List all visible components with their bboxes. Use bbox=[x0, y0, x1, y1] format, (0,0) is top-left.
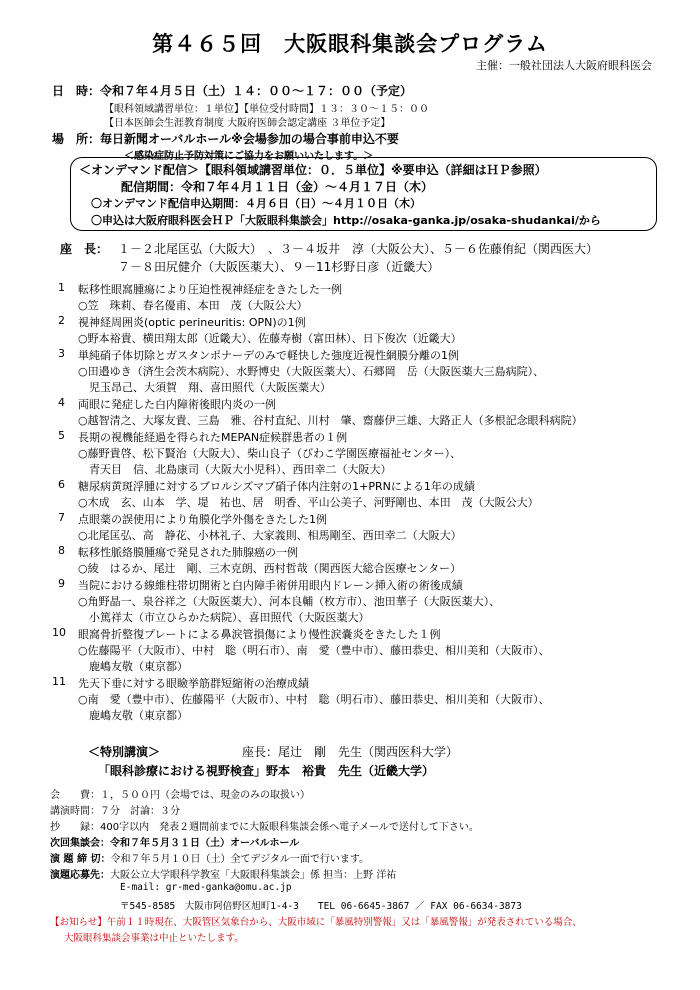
application-label: 演題応募先： bbox=[50, 870, 110, 881]
presentation-authors: 児玉昂己、大須賀 翔、喜田照代（大阪医薬大） bbox=[78, 381, 331, 394]
chairs-line2: ７－８田尻健介（大阪医薬大）、９－11杉野日彦（近畿大） bbox=[118, 260, 440, 274]
presentation-title: 点眼薬の誤使用により角膜化学外傷をきたした1例 bbox=[78, 513, 327, 526]
application-address: 〒545-8585 大阪市阿倍野区旭町1-4-3 TEL 06-6645-3867 ／ FAX 06-6634-3873 bbox=[120, 901, 522, 912]
presentation-title: 長期の視機能経過を得られたMEPAN症候群患者の１例 bbox=[78, 431, 348, 444]
presentation-title: 視神経周囲炎(optic perineuritis: OPN)の1例 bbox=[78, 316, 306, 329]
presentation-number: 10 bbox=[52, 626, 66, 639]
presentation-number: 8 bbox=[58, 544, 65, 557]
presentation-authors: ○南 愛（豊中市）、佐藤陽平（大阪市）、中村 聡（明石市）、藤田恭史、相川美和（大阪市）、 bbox=[78, 693, 550, 706]
presentation-authors: ○藤野貴啓、松下賢治（大阪大）、柴山良子（びわこ学園医療福祉センター）、 bbox=[78, 447, 462, 460]
presentation-title: 転移性眼窩腫瘍により圧迫性視神経症をきたした一例 bbox=[78, 283, 342, 296]
talk-time-value: ７分 討論：３分 bbox=[100, 806, 180, 817]
presentation-authors: 小篤祥太（市立ひらかた病院）、喜田照代（大阪医薬大） bbox=[78, 611, 370, 624]
presentation-authors: ○田邉ゆき（済生会茨木病院）、水野博史（大阪医薬大）、石郷岡 岳（大阪医薬大三島病院）、 bbox=[78, 365, 545, 378]
fee-row bbox=[50, 786, 310, 801]
presentation-authors: ○越智清之、大塚友貴、三島 雅、谷村直紀、川村 肇、齋藤伊三雄、大路正人（多根記念眼科病院） bbox=[78, 414, 583, 427]
next-meeting-label: 次回集談会： bbox=[50, 838, 110, 849]
host-organization: 主催：一般社団法人大阪府眼科医会 bbox=[476, 59, 652, 72]
abstract-row bbox=[50, 818, 479, 833]
page-title: 第４６５回 大阪眼科集談会プログラム bbox=[152, 31, 548, 56]
presentation-title: 両眼に発症した白内障術後眼内炎の一例 bbox=[78, 398, 276, 411]
chairs-line1: １－２北尾匡弘（大阪大） 、３－４坂井 淳（大阪公大）、５－６佐藤侑紀（関西医大） bbox=[118, 242, 599, 256]
weather-notice-label: 【お知らせ】 bbox=[50, 917, 107, 928]
presentation-number: 7 bbox=[58, 511, 65, 524]
presentation-title: 単純硝子体切除とガスタンポナーデのみで軽快した強度近視性網膜分離の1例 bbox=[78, 349, 459, 362]
presentation-number: 3 bbox=[58, 347, 65, 360]
talk-time-row bbox=[50, 802, 180, 817]
abstract-value: 400字以内 発表２週間前までに大阪眼科集談会係へ電子メールで送付して下さい。 bbox=[100, 822, 479, 833]
ondemand-line1: ＜オンデマンド配信＞【眼科領域講習単位：０．５単位】※要申込（詳細はＨＰ参照） bbox=[79, 163, 547, 177]
presentation-authors: ○笠 珠莉、春名優甫、本田 茂（大阪公大） bbox=[78, 299, 308, 312]
datetime-row bbox=[52, 82, 412, 99]
ondemand-apply-period: 〇オンデマンド配信申込期間：４月６日（日）～４月１０日（木） bbox=[91, 197, 421, 210]
next-meeting-row bbox=[50, 834, 299, 849]
presentation-number: 11 bbox=[52, 675, 66, 688]
chairs-label: 座 長： bbox=[60, 242, 109, 256]
infection-notice: ＜感染症防止予防対策にご協力をお願いいたします。＞ bbox=[124, 151, 374, 162]
presentation-authors: ○木成 玄、山本 学、堤 祐也、居 明香、平山公美子、河野剛也、本田 茂（大阪公大） bbox=[78, 496, 539, 509]
presentation-authors: ○野本裕貴、横田翔太郎（近畿大）、佐藤寿樹（富田林）、日下俊次（近畿大） bbox=[78, 332, 462, 345]
weather-notice bbox=[50, 914, 582, 928]
presentation-authors: ○佐藤陽平（大阪市）、中村 聡（明石市）、南 愛（豊中市）、藤田恭史、相川美和（大阪市）、 bbox=[78, 644, 550, 657]
presentation-title: 先天下垂に対する眼瞼挙筋群短縮術の治療成績 bbox=[78, 677, 309, 690]
presentation-number: 9 bbox=[58, 577, 65, 590]
venue-value: 毎日新聞オーバルホール※会場参加の場合事前申込不要 bbox=[100, 132, 399, 146]
presentation-title: 糖尿病黄斑浮腫に対するブロルシズマブ硝子体内注射の1+PRNによる1年の成績 bbox=[78, 480, 475, 493]
next-meeting-value: 令和７年５月３１日（土）オーバルホール bbox=[110, 838, 300, 849]
presentation-number: 1 bbox=[58, 281, 65, 294]
abstract-label: 抄 録： bbox=[50, 822, 100, 833]
weather-notice-line2: 大阪眼科集談会事業は中止といたします。 bbox=[64, 933, 244, 944]
presentation-number: 6 bbox=[58, 478, 65, 491]
application-email[interactable]: E-mail: gr-med-ganka@omu.ac.jp bbox=[120, 882, 292, 893]
association-line: 【日本医師会生涯教育制度 大阪府医師会認定講座 ３単位予定】 bbox=[104, 118, 391, 129]
application-contact: 大阪公立大学眼科学教室「大阪眼科集談会」係 担当：上野 洋祐 bbox=[110, 870, 397, 881]
special-lecture-title: 「眼科診療における視野検査」野本 裕貴 先生（近畿大学） bbox=[98, 764, 435, 778]
presentation-authors: 鹿嶋友敬（東京都） bbox=[78, 660, 188, 673]
presentation-title: 転移性脈絡膜腫瘍で発見された肺腺癌の一例 bbox=[78, 546, 298, 559]
datetime-label: 日 時： bbox=[52, 84, 101, 98]
presentation-title: 眼窩骨折整復プレートによる鼻涙管損傷により慢性涙嚢炎をきたした１例 bbox=[78, 628, 441, 641]
ondemand-period: 配信期間：令和７年４月１１日（金）～４月１７日（木） bbox=[121, 180, 434, 194]
ondemand-box bbox=[70, 157, 657, 231]
special-lecture-chair: 座長：尾辻 剛 先生（関西医科大学） bbox=[242, 745, 459, 759]
special-lecture-label: ＜特別講演＞ bbox=[88, 745, 161, 759]
deadline-label: 演 題 締 切： bbox=[50, 854, 111, 865]
presentation-authors: 鹿嶋友敬（東京都） bbox=[78, 709, 188, 722]
venue-label: 場 所： bbox=[52, 132, 101, 146]
presentation-title: 当院における線維柱帯切開術と白内障手術併用眼内ドレーン挿入術の術後成績 bbox=[78, 579, 463, 592]
presentation-authors: ○綾 はるか、尾辻 剛、三木克朗、西村哲哉（関西医大総合医療センター） bbox=[78, 562, 462, 575]
ondemand-apply-link[interactable]: 〇申込は大阪府眼科医会ＨＰ「大阪眼科集談会」http://osaka-ganka.jp/osaka-shudankai/から bbox=[91, 214, 601, 227]
talk-time-label: 講演時間： bbox=[50, 806, 100, 817]
datetime-value: 令和７年４月５日（土）１４：００～１７：００（予定） bbox=[100, 84, 413, 98]
deadline-value: 令和７年５月１０日（土）全てデジタル一面で行います。 bbox=[110, 854, 370, 865]
credit-line: 【眼科領域講習単位：１単位】【単位受付時間】１３：３０～１５：００ bbox=[104, 104, 429, 115]
presentation-number: 5 bbox=[58, 429, 65, 442]
presentation-number: 2 bbox=[58, 314, 65, 327]
fee-label: 会 費： bbox=[50, 790, 100, 801]
venue-row bbox=[52, 130, 399, 147]
presentation-authors: ○角野晶一、泉谷祥之（大阪医薬大）、河本良輔（枚方市）、池田華子（大阪医薬大）、 bbox=[78, 595, 501, 608]
presentation-authors: ○北尾匡弘、高 静花、小林礼子、大家義則、相馬剛至、西田幸二（大阪大） bbox=[78, 529, 462, 542]
fee-value: １，５００円（会場では、現金のみの取扱い） bbox=[100, 790, 310, 801]
presentation-number: 4 bbox=[58, 396, 65, 409]
presentation-authors: 青天目 信、北島康司（大阪大小児科）、西田幸二（大阪大） bbox=[78, 463, 392, 476]
weather-notice-text: 午前１１時現在、大阪管区気象台から、大阪市域に「暴風特別警報」又は「暴風警報」が発表されている場合、 bbox=[106, 917, 582, 928]
deadline-row bbox=[50, 850, 369, 865]
application-row bbox=[50, 866, 396, 881]
